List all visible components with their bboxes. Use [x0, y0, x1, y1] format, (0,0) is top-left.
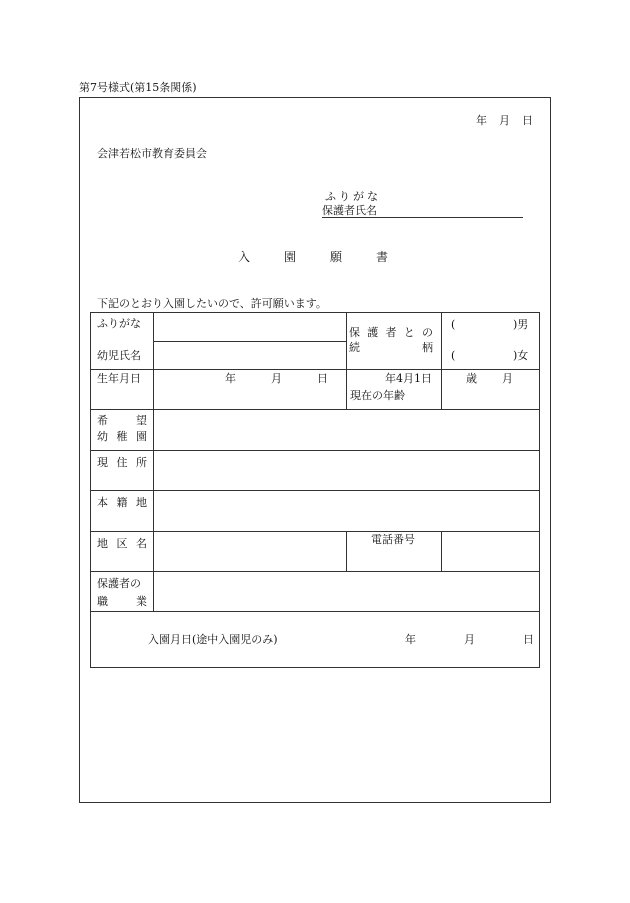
relation-char: 保 [349, 326, 360, 339]
row-line [153, 341, 346, 342]
application-table [90, 312, 540, 668]
form-code: 第7号様式(第15条関係) [79, 81, 197, 94]
form-title [238, 251, 388, 263]
occupation-label-row2 [97, 596, 147, 607]
kibou-row2 [97, 431, 147, 442]
birthdate-year: 年 [225, 372, 236, 385]
birthdate-label: 生年月日 [97, 372, 141, 385]
kibou-row1 [97, 415, 147, 426]
row-line [91, 611, 539, 612]
kibou-char: 幼 [97, 430, 108, 443]
age-asof-line2: 現在の年齢 [350, 389, 405, 402]
entry-month: 月 [464, 633, 475, 646]
row-line [91, 531, 539, 532]
occupation-char: 業 [136, 595, 147, 608]
relation-char: と [403, 326, 415, 339]
entry-day: 日 [523, 633, 534, 646]
intro-text: 下記のとおり入園したいので、許可願います。 [97, 297, 327, 310]
district-char: 区 [116, 537, 128, 550]
guardian-name-label: 保護者氏名 [322, 204, 377, 217]
row-line [91, 450, 539, 451]
relation-open-paren-2: ( [451, 349, 456, 362]
occupation-label-row1: 保護者の [97, 577, 141, 590]
kibou-char: 園 [136, 430, 147, 443]
honseki-char: 籍 [116, 496, 128, 509]
district-label [97, 538, 147, 549]
col-line [441, 313, 442, 409]
row-line [91, 409, 539, 410]
row-line [91, 490, 539, 491]
relation-char: 者 [385, 326, 397, 339]
row-line [91, 369, 539, 370]
child-name-label: 幼児氏名 [97, 349, 141, 362]
kibou-char: 希 [97, 414, 108, 427]
row-line [91, 571, 539, 572]
title-char: 書 [375, 250, 388, 264]
district-char: 地 [97, 537, 108, 550]
kibou-char: 稚 [116, 430, 128, 443]
guardian-name-line [322, 217, 523, 218]
furigana-label: ふりがな [97, 317, 141, 330]
birthdate-month: 月 [271, 372, 282, 385]
relation-char: 柄 [422, 341, 433, 354]
title-char: 入 [238, 250, 251, 264]
relation-char: 護 [367, 326, 379, 339]
address-char: 現 [97, 456, 108, 469]
entry-date-label: 入園月日(途中入園児のみ) [148, 633, 278, 646]
relation-female: )女 [513, 349, 529, 362]
honseki-label [97, 497, 147, 508]
honseki-char: 本 [97, 496, 108, 509]
entry-year: 年 [405, 633, 416, 646]
relation-label-row1 [349, 327, 433, 338]
col-line [441, 531, 442, 571]
address-char: 所 [136, 456, 147, 469]
occupation-char: 職 [97, 595, 108, 608]
age-months: 月 [502, 372, 513, 385]
birthdate-day: 日 [317, 372, 328, 385]
title-char: 園 [283, 250, 296, 264]
guardian-furigana-label: ふりがな [325, 190, 381, 203]
col-line [153, 313, 154, 611]
relation-label-row2 [349, 342, 433, 353]
relation-open-paren-1: ( [451, 318, 456, 331]
date-day-label: 日 [522, 114, 533, 127]
col-line [346, 531, 347, 571]
district-char: 名 [136, 537, 147, 550]
date-month-label: 月 [499, 114, 510, 127]
relation-char: の [422, 326, 433, 339]
date-year-label: 年 [476, 114, 487, 127]
phone-label: 電話番号 [371, 533, 415, 546]
col-line [346, 313, 347, 409]
relation-char: 続 [349, 341, 360, 354]
age-asof-line1: 年4月1日 [385, 372, 432, 385]
kibou-char: 望 [136, 414, 147, 427]
age-years: 歳 [466, 372, 477, 385]
relation-male: )男 [513, 318, 529, 331]
title-char: 願 [329, 250, 342, 264]
addressee: 会津若松市教育委員会 [97, 147, 207, 160]
address-char: 住 [116, 456, 128, 469]
honseki-char: 地 [136, 496, 147, 509]
address-label [97, 457, 147, 468]
